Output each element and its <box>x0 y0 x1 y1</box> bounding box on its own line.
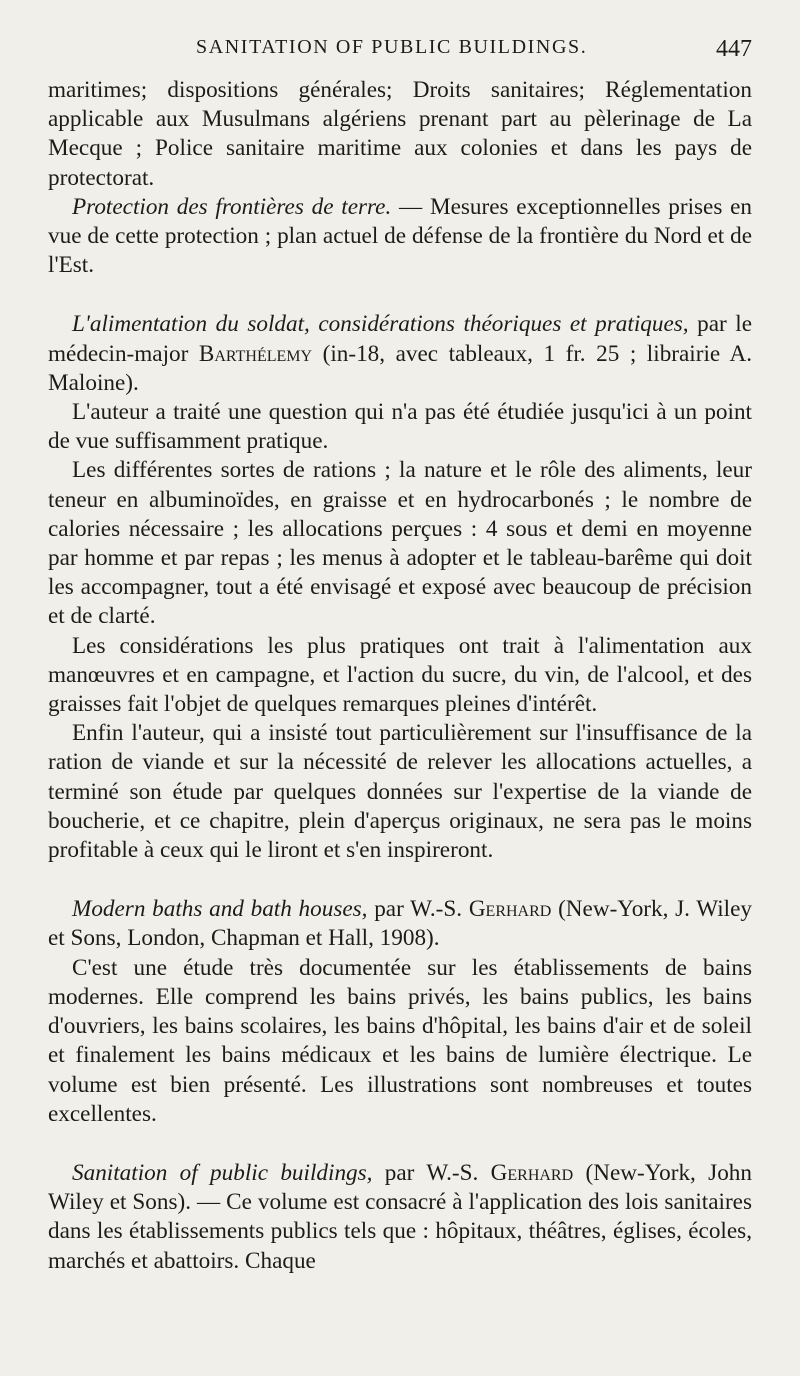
review-publication-baths: (New-York, J. Wiley et Sons, London, Chapman et Hall, 1908). <box>48 896 752 952</box>
page-number: 447 <box>716 36 752 62</box>
page-body <box>48 76 752 1276</box>
maritime-continuation: maritimes; dispositions générales; Droits sanitaires; Réglementation applicable aux Musulmans algériens prenant part au pèlerinage de La Mecque ; Police sanitaire maritime aux colonies et dans les pays de protectorat. <box>48 77 752 191</box>
protection-title: Protection des frontières de terre. <box>72 193 392 220</box>
protection-text: — Mesures exceptionnelles prises en vue de cette protection ; plan actuel de défense de la frontière du Nord et de l'Est. <box>48 193 752 279</box>
review-publication-sanitation: (New-York, John Wiley et Sons). — Ce volume est consacré à l'application des lois sanitaires dans les établissements publics tels que : hôpitaux, théâtres, églises, écoles, marchés et abattoirs. Chaque <box>48 1159 752 1274</box>
review-heading-sanitation <box>48 1159 752 1276</box>
review-by-alimentation: par le médecin-major <box>48 311 753 367</box>
alimentation-paragraph-3: Les considérations les plus pratiques ont trait à l'alimentation aux manœuvres et en campagne, et l'action du sucre, du vin, de l'alcool, et des graisses fait l'objet de quelques remarques pleines d'intérêt. <box>48 632 752 718</box>
section-spacer <box>48 1129 752 1159</box>
review-author-alimentation: Barthélemy <box>198 340 313 367</box>
review-title-baths: Modern baths and bath houses, <box>72 896 368 923</box>
alimentation-paragraph-4: Enfin l'auteur, qui a insisté tout particulièrement sur l'insuffisance de la ration de viande et sur la nécessité de relever les allocations actuelles, a terminé son étude par quelques données sur l'expertise de la viande de boucherie, et ce chapitre, plein d'aperçus originaux, ne sera pas le moins profitable à ceux qui le liront et s'en inspireront. <box>48 720 752 864</box>
review-heading-alimentation <box>48 310 752 398</box>
review-heading-baths <box>48 895 752 953</box>
running-header <box>48 30 752 76</box>
review-title-alimentation: L'alimentation du soldat, considérations théoriques et pratiques, <box>72 311 689 338</box>
running-title: SANITATION OF PUBLIC BUILDINGS. <box>196 36 588 58</box>
alimentation-paragraph-2: Les différentes sortes de rations ; la nature et le rôle des aliments, leur teneur en albuminoïdes, en graisse et en hydrocarbonés ; le nombre de calories nécessaire ; les allocations perçues : 4 sous et demi en moyenne par homme et par repas ; les menus à adopter et le tableau-barême qui doit les accompagner, tout a été envisagé et exposé avec beaucoup de précision et de clarté. <box>48 457 752 630</box>
review-author-sanitation: Gerhard <box>490 1159 574 1186</box>
alimentation-paragraph-1: L'auteur a traité une question qui n'a pas été étudiée jusqu'ici à un point de vue suffisamment pratique. <box>48 399 752 455</box>
section-spacer <box>48 865 752 895</box>
review-title-sanitation: Sanitation of public buildings, <box>72 1159 373 1186</box>
review-author-baths: Gerhard <box>468 896 552 923</box>
baths-paragraph-1: C'est une étude très documentée sur les établissements de bains modernes. Elle comprend les bains privés, les bains publics, les bains d'ouvriers, les bains scolaires, les bains d'hôpital, les bains d'air et de soleil et finalement les bains médicaux et les bains de lumière électrique. Le volume est bien présenté. Les illustrations sont nombreuses et toutes excellentes. <box>48 954 752 1127</box>
section-spacer <box>48 280 752 310</box>
review-publication-alimentation: (in-18, avec tableaux, 1 fr. 25 ; librairie A. Maloine). <box>48 340 752 396</box>
review-by-baths: par W.-S. <box>367 896 469 923</box>
protection-paragraph <box>48 193 752 281</box>
review-by-sanitation: par W.-S. <box>372 1159 491 1186</box>
